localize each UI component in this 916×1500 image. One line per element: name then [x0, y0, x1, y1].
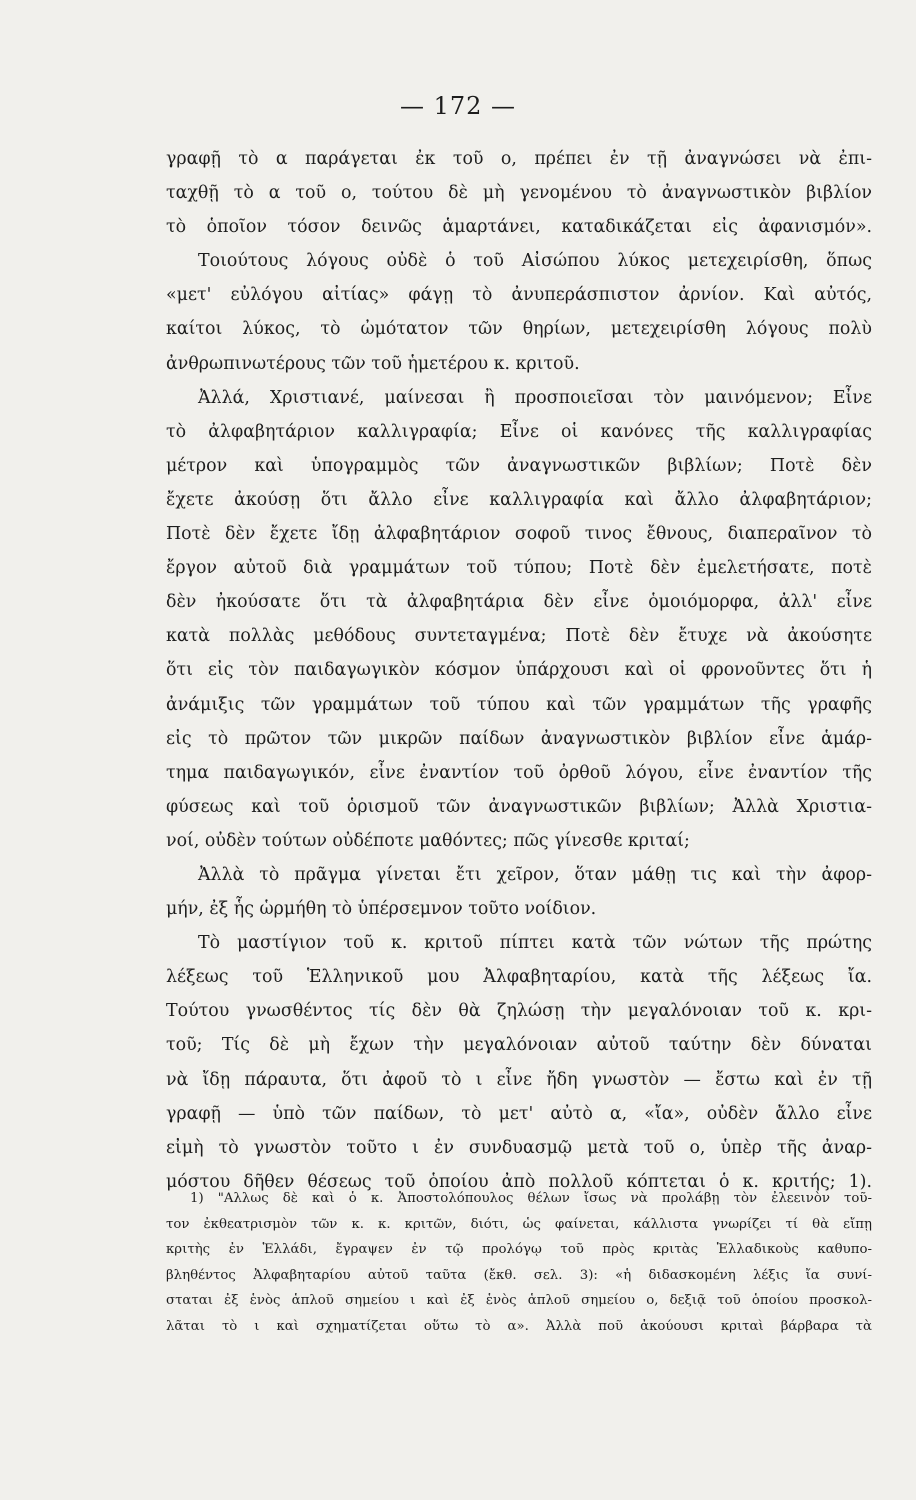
footnote-line: τον ἐκθεατρισμὸν τῶν κ. κ. κριτῶν, διότι, ὡς φαίνεται, κάλλιστα γνωρίζει τί θὰ εἴπῃ — [166, 1216, 872, 1232]
body-line: φύσεως καὶ τοῦ ὁρισμοῦ τῶν ἀναγνωστικῶν βιβλίων; Ἀλλὰ Χριστια- — [166, 796, 872, 817]
footnote-line: βληθέντος Ἀλφαβηταρίου αὐτοῦ ταῦτα (ἔκθ. σελ. 3): «ἡ διδασκομένη λέξις ἴα συνί- — [166, 1267, 872, 1283]
body-line: Τοιούτους λόγους οὐδὲ ὁ τοῦ Αἰσώπου λύκος μετεχειρίσθη, ὅπως — [198, 251, 872, 272]
body-line: τὸ ἀλφαβητάριον καλλιγραφία; Εἶνε οἱ κανόνες τῆς καλλιγραφίας — [166, 421, 872, 442]
body-line: Τούτου γνωσθέντος τίς δὲν θὰ ζηλώσῃ τὴν μεγαλόνοιαν τοῦ κ. κρι- — [166, 1001, 872, 1022]
body-line: καίτοι λύκος, τὸ ὠμότατον τῶν θηρίων, μετεχειρίσθη λόγους πολὺ — [166, 319, 872, 340]
footnote-line: κριτὴς ἐν Ἑλλάδι, ἔγραψεν ἐν τῷ προλόγῳ τοῦ πρὸς κριτὰς Ἑλλαδικοὺς καθυπο- — [166, 1242, 872, 1257]
body-line: εἰς τὸ πρῶτον τῶν μικρῶν παίδων ἀναγνωστικὸν βιβλίον εἶνε ἁμάρ- — [166, 728, 872, 749]
body-line: ταχθῇ τὸ α τοῦ ο, τούτου δὲ μὴ γενομένου τὸ ἀναγνωστικὸν βιβλίον — [166, 183, 872, 204]
body-line: μέτρον καὶ ὑπογραμμὸς τῶν ἀναγνωστικῶν βιβλίων; Ποτὲ δὲν — [166, 455, 872, 476]
body-line: μήν, ἐξ ἧς ὡρμήθη τὸ ὑπέρσεμνον τοῦτο νοίδιον. — [166, 899, 597, 920]
body-line: ἀνθρωπινωτέρους τῶν τοῦ ἡμετέρου κ. κριτοῦ. — [166, 353, 580, 374]
body-line: γραφῇ — ὑπὸ τῶν παίδων, τὸ μετ' αὐτὸ α, «ἴα», οὐδὲν ἄλλο εἶνε — [166, 1103, 872, 1124]
body-line: τοῦ; Τίς δὲ μὴ ἔχων τὴν μεγαλόνοιαν αὐτοῦ ταύτην δὲν δύναται — [166, 1035, 872, 1056]
body-line: εἰμὴ τὸ γνωστὸν τοῦτο ι ἐν συνδυασμῷ μετὰ τοῦ ο, ὑπὲρ τῆς ἀναρ- — [166, 1137, 872, 1158]
body-line: Ἀλλὰ τὸ πρᾶγμα γίνεται ἔτι χεῖρον, ὅταν μάθῃ τις καὶ τὴν ἀφορ- — [198, 864, 872, 885]
footnote-line: λᾶται τὸ ι καὶ σχηματίζεται οὕτω τὸ α». Ἀλλὰ ποῦ ἀκούουσι κριταὶ βάρβαρα τὰ — [166, 1318, 872, 1334]
footnote-line: σταται ἐξ ἑνὸς ἁπλοῦ σημείου ι καὶ ἐξ ἑνὸς ἁπλοῦ σημείου ο, δεξιᾷ τοῦ ὁποίου προσκολ- — [166, 1293, 872, 1308]
body-line: «μετ' εὐλόγου αἰτίας» φάγῃ τὸ ἀνυπεράσπιστον ἀρνίον. Καὶ αὐτός, — [166, 285, 872, 306]
body-text — [166, 142, 872, 1199]
body-line: ἔργον αὐτοῦ διὰ γραμμάτων τοῦ τύπου; Ποτὲ δὲν ἐμελετήσατε, ποτὲ — [166, 558, 872, 579]
page-number: — 172 — — [399, 92, 517, 120]
footnote — [166, 1186, 872, 1339]
body-line: νοί, οὐδὲν τούτων οὐδέποτε μαθόντες; πῶς γίνεσθε κριταί; — [166, 830, 690, 851]
body-line: δὲν ἠκούσατε ὅτι τὰ ἀλφαβητάρια δὲν εἶνε ὁμοιόμορφα, ἀλλ' εἶνε — [166, 592, 872, 613]
body-line: ἔχετε ἀκούσῃ ὅτι ἄλλο εἶνε καλλιγραφία καὶ ἄλλο ἀλφαβητάριον; — [166, 489, 872, 510]
body-line: ὅτι εἰς τὸν παιδαγωγικὸν κόσμον ὑπάρχουσι καὶ οἱ φρονοῦντες ὅτι ἡ — [166, 660, 872, 681]
body-line: τὸ ὁποῖον τόσον δεινῶς ἁμαρτάνει, καταδικάζεται εἰς ἀφανισμόν». — [166, 217, 872, 238]
footnote-line: 1) "Αλλως δὲ καὶ ὁ κ. Ἀποστολόπουλος θέλων ἴσως νὰ προλάβῃ τὸν ἐλεεινὸν τοῦ- — [190, 1191, 872, 1206]
body-line: γραφῇ τὸ α παράγεται ἐκ τοῦ ο, πρέπει ἐν τῇ ἀναγνώσει νὰ ἐπι- — [166, 149, 872, 169]
body-line: Τὸ μαστίγιον τοῦ κ. κριτοῦ πίπτει κατὰ τῶν νώτων τῆς πρώτης — [198, 933, 872, 954]
body-line: Ἀλλά, Χριστιανέ, μαίνεσαι ἢ προσποιεῖσαι τὸν μαινόμενον; Εἶνε — [198, 387, 872, 408]
body-line: λέξεως τοῦ Ἑλληνικοῦ μου Ἀλφαβηταρίου, κατὰ τῆς λέξεως ἴα. — [166, 967, 872, 988]
body-line: κατὰ πολλὰς μεθόδους συντεταγμένα; Ποτὲ δὲν ἔτυχε νὰ ἀκούσητε — [166, 626, 872, 647]
body-line: Ποτὲ δὲν ἔχετε ἴδῃ ἀλφαβητάριον σοφοῦ τινος ἔθνους, διαπεραῖνον τὸ — [166, 524, 872, 545]
body-line: τημα παιδαγωγικόν, εἶνε ἐναντίον τοῦ ὀρθοῦ λόγου, εἶνε ἐναντίον τῆς — [166, 762, 872, 783]
body-line: μόστου δῆθεν θέσεως τοῦ ὁποίου ἀπὸ πολλοῦ κόπτεται ὁ κ. κριτής; 1). — [166, 1171, 872, 1192]
body-line: νὰ ἴδῃ πάραυτα, ὅτι ἀφοῦ τὸ ι εἶνε ἤδη γνωστὸν — ἔστω καὶ ἐν τῇ — [166, 1069, 872, 1090]
body-line: ἀνάμιξις τῶν γραμμάτων τοῦ τύπου καὶ τῶν γραμμάτων τῆς γραφῆς — [166, 694, 872, 715]
